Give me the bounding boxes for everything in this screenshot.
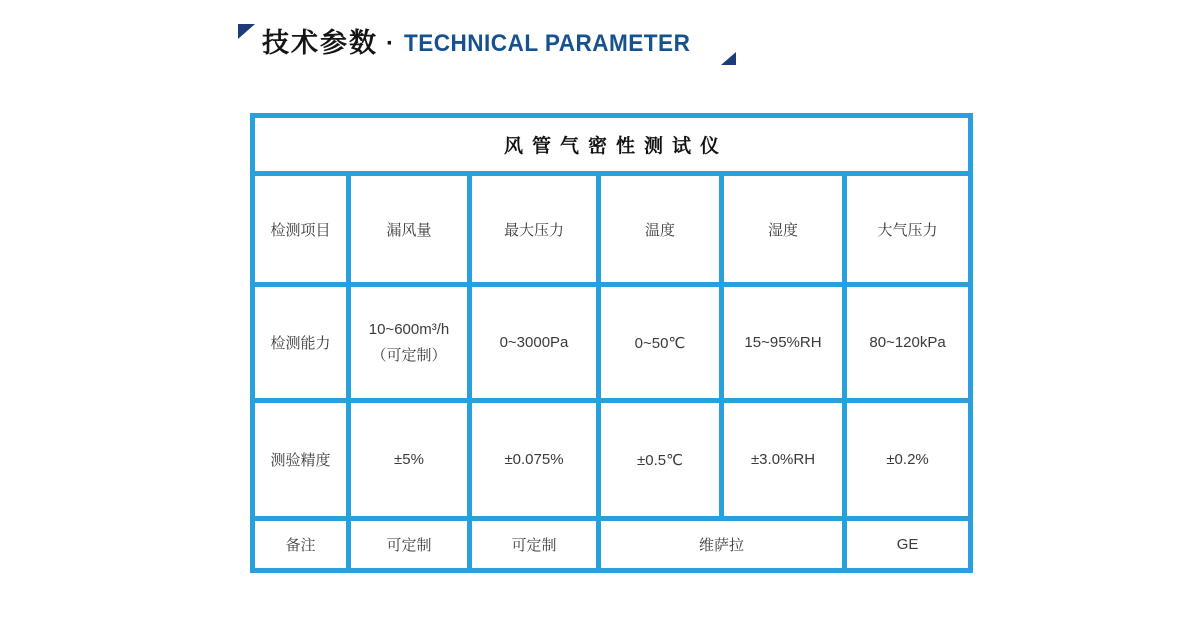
- header-max-pressure: 最大压力: [470, 174, 599, 285]
- precision-row: [253, 401, 971, 519]
- remark-leak-volume: 可定制: [349, 519, 470, 571]
- capability-max-pressure: 0~3000Pa: [470, 285, 599, 401]
- precision-humidity: ±3.0%RH: [722, 401, 845, 519]
- precision-leak-volume: ±5%: [349, 401, 470, 519]
- section-title: [262, 30, 709, 57]
- capability-row: [253, 285, 971, 401]
- header-leak-volume: 漏风量: [349, 174, 470, 285]
- capability-humidity: 15~95%RH: [722, 285, 845, 401]
- precision-row-label: 测验精度: [253, 401, 349, 519]
- title-separator-dot: ·: [386, 29, 394, 57]
- section-title-english: TECHNICAL PARAMETER: [404, 29, 691, 57]
- capability-row-label: 检测能力: [253, 285, 349, 401]
- header-atmospheric-pressure: 大气压力: [845, 174, 971, 285]
- corner-triangle-top-left-icon: [238, 24, 255, 39]
- header-humidity: 湿度: [722, 174, 845, 285]
- precision-atmospheric-pressure: ±0.2%: [845, 401, 971, 519]
- capability-leak-volume: [349, 285, 470, 401]
- remark-atmospheric-pressure: GE: [845, 519, 971, 571]
- remark-max-pressure: 可定制: [470, 519, 599, 571]
- section-title-chinese: 技术参数: [262, 28, 378, 58]
- section-header: [238, 22, 736, 57]
- header-temperature: 温度: [599, 174, 722, 285]
- precision-temperature: ±0.5℃: [599, 401, 722, 519]
- table-title-row: [253, 116, 971, 174]
- precision-max-pressure: ±0.075%: [470, 401, 599, 519]
- capability-atmospheric-pressure: 80~120kPa: [845, 285, 971, 401]
- remark-temperature-humidity: 维萨拉: [599, 519, 845, 571]
- technical-parameter-table: [250, 113, 973, 573]
- capability-temperature: 0~50℃: [599, 285, 722, 401]
- corner-triangle-bottom-right-icon: [721, 52, 736, 65]
- remark-row-label: 备注: [253, 519, 349, 571]
- capability-leak-volume-note: （可定制）: [371, 346, 447, 364]
- capability-leak-volume-range: 10~600m³/h: [368, 320, 450, 338]
- header-detection-item: 检测项目: [253, 174, 349, 285]
- remark-row: [253, 519, 971, 571]
- table-header-row: [253, 174, 971, 285]
- table-title: 风管气密性测试仪: [253, 116, 971, 174]
